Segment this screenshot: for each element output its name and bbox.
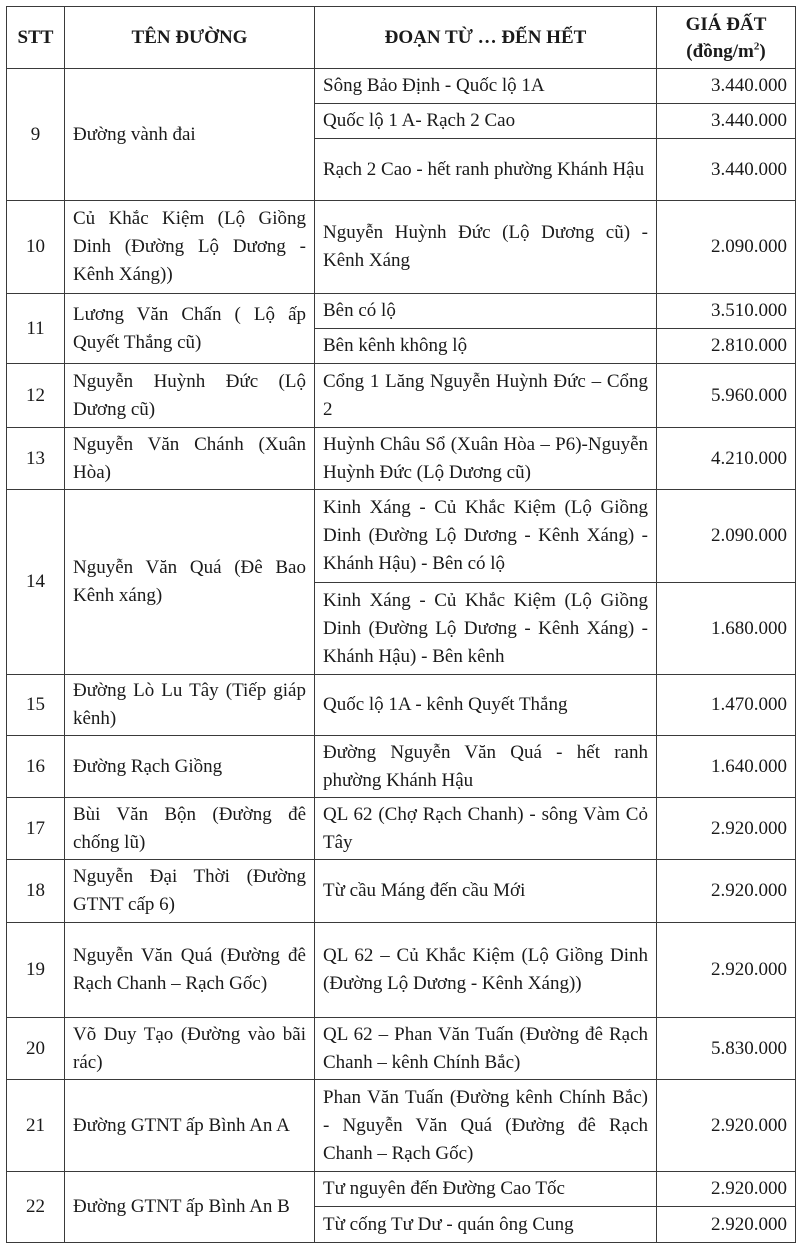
row-price: 2.090.000 bbox=[657, 201, 796, 294]
row-price: 5.960.000 bbox=[657, 364, 796, 428]
table-row bbox=[7, 490, 796, 583]
row-stt: 21 bbox=[7, 1080, 65, 1172]
row-stt: 12 bbox=[7, 364, 65, 428]
row-stt: 15 bbox=[7, 675, 65, 736]
table-row bbox=[7, 736, 796, 798]
row-segment: Kinh Xáng - Củ Khắc Kiệm (Lộ Giồng Dinh (Đường Lộ Dương - Kênh Xáng) - Khánh Hậu) - Bên kênh bbox=[315, 583, 657, 675]
table-row bbox=[7, 294, 796, 329]
table-body bbox=[7, 69, 796, 1243]
table-row bbox=[7, 860, 796, 923]
row-stt: 20 bbox=[7, 1018, 65, 1080]
row-stt: 19 bbox=[7, 923, 65, 1018]
table-header-row bbox=[7, 7, 796, 69]
row-stt: 9 bbox=[7, 69, 65, 201]
row-road-name: Bùi Văn Bộn (Đường đê chống lũ) bbox=[65, 798, 315, 860]
row-road-name: Đường Rạch Giồng bbox=[65, 736, 315, 798]
row-segment: Nguyễn Huỳnh Đức (Lộ Dương cũ) - Kênh Xáng bbox=[315, 201, 657, 294]
row-segment: Phan Văn Tuấn (Đường kênh Chính Bắc) - Nguyễn Văn Quá (Đường đê Rạch Chanh – Rạch Gốc) bbox=[315, 1080, 657, 1172]
row-price: 2.920.000 bbox=[657, 1080, 796, 1172]
row-segment: Kinh Xáng - Củ Khắc Kiệm (Lộ Giồng Dinh (Đường Lộ Dương - Kênh Xáng) - Khánh Hậu) - Bên có lộ bbox=[315, 490, 657, 583]
row-road-name: Đường vành đai bbox=[65, 69, 315, 201]
row-road-name: Nguyễn Văn Chánh (Xuân Hòa) bbox=[65, 428, 315, 490]
row-segment: Tư nguyên đến Đường Cao Tốc bbox=[315, 1172, 657, 1207]
row-price: 2.920.000 bbox=[657, 798, 796, 860]
row-price: 2.920.000 bbox=[657, 1172, 796, 1207]
row-road-name: Nguyễn Huỳnh Đức (Lộ Dương cũ) bbox=[65, 364, 315, 428]
row-road-name: Nguyễn Văn Quá (Đường đê Rạch Chanh – Rạch Gốc) bbox=[65, 923, 315, 1018]
row-price: 2.810.000 bbox=[657, 329, 796, 364]
row-road-name: Nguyễn Văn Quá (Đê Bao Kênh xáng) bbox=[65, 490, 315, 675]
row-road-name: Đường Lò Lu Tây (Tiếp giáp kênh) bbox=[65, 675, 315, 736]
row-price: 1.640.000 bbox=[657, 736, 796, 798]
row-road-name: Lương Văn Chấn ( Lộ ấp Quyết Thắng cũ) bbox=[65, 294, 315, 364]
land-price-table bbox=[6, 6, 796, 1243]
row-price: 4.210.000 bbox=[657, 428, 796, 490]
table-row bbox=[7, 1172, 796, 1207]
table-row bbox=[7, 69, 796, 104]
row-segment: QL 62 – Phan Văn Tuấn (Đường đê Rạch Chanh – kênh Chính Bắc) bbox=[315, 1018, 657, 1080]
row-price: 1.680.000 bbox=[657, 583, 796, 675]
table-row bbox=[7, 428, 796, 490]
row-price: 3.440.000 bbox=[657, 139, 796, 201]
row-stt: 18 bbox=[7, 860, 65, 923]
table-row bbox=[7, 1018, 796, 1080]
row-segment: Quốc lộ 1A - kênh Quyết Thắng bbox=[315, 675, 657, 736]
row-segment: Từ cống Tư Dư - quán ông Cung bbox=[315, 1207, 657, 1243]
row-price: 3.440.000 bbox=[657, 69, 796, 104]
header-segment: ĐOẠN TỪ … ĐẾN HẾT bbox=[315, 7, 657, 69]
table-row bbox=[7, 923, 796, 1018]
row-segment: Quốc lộ 1 A- Rạch 2 Cao bbox=[315, 104, 657, 139]
header-price-unit: $(đồng/m^2)$ bbox=[686, 40, 766, 62]
row-segment: Từ cầu Máng đến cầu Mới bbox=[315, 860, 657, 923]
row-segment: Đường Nguyễn Văn Quá - hết ranh phường Khánh Hậu bbox=[315, 736, 657, 798]
row-stt: 11 bbox=[7, 294, 65, 364]
row-stt: 10 bbox=[7, 201, 65, 294]
row-stt: 17 bbox=[7, 798, 65, 860]
row-road-name: Củ Khắc Kiệm (Lộ Giồng Dinh (Đường Lộ Dương - Kênh Xáng)) bbox=[65, 201, 315, 294]
row-segment: Bên có lộ bbox=[315, 294, 657, 329]
row-stt: 14 bbox=[7, 490, 65, 675]
row-road-name: Võ Duy Tạo (Đường vào bãi rác) bbox=[65, 1018, 315, 1080]
header-price-line1: GIÁ ĐẤT bbox=[685, 13, 767, 35]
header-stt: STT bbox=[7, 7, 65, 69]
row-price: 5.830.000 bbox=[657, 1018, 796, 1080]
table-row bbox=[7, 1080, 796, 1172]
row-stt: 13 bbox=[7, 428, 65, 490]
row-price: 3.440.000 bbox=[657, 104, 796, 139]
table-row bbox=[7, 364, 796, 428]
row-price: 2.090.000 bbox=[657, 490, 796, 583]
row-price: 2.920.000 bbox=[657, 923, 796, 1018]
row-stt: 22 bbox=[7, 1172, 65, 1243]
row-price: 1.470.000 bbox=[657, 675, 796, 736]
row-segment: Cổng 1 Lăng Nguyễn Huỳnh Đức – Cổng 2 bbox=[315, 364, 657, 428]
row-stt: 16 bbox=[7, 736, 65, 798]
row-segment: Sông Bảo Định - Quốc lộ 1A bbox=[315, 69, 657, 104]
row-price: 2.920.000 bbox=[657, 860, 796, 923]
row-segment: QL 62 – Củ Khắc Kiệm (Lộ Giồng Dinh (Đường Lộ Dương - Kênh Xáng)) bbox=[315, 923, 657, 1018]
row-segment: QL 62 (Chợ Rạch Chanh) - sông Vàm Cỏ Tây bbox=[315, 798, 657, 860]
row-road-name: Đường GTNT ấp Bình An B bbox=[65, 1172, 315, 1243]
row-segment: Rạch 2 Cao - hết ranh phường Khánh Hậu bbox=[315, 139, 657, 201]
header-road-name: TÊN ĐƯỜNG bbox=[65, 7, 315, 69]
table-row bbox=[7, 201, 796, 294]
row-segment: Huỳnh Châu Sổ (Xuân Hòa – P6)-Nguyễn Huỳnh Đức (Lộ Dương cũ) bbox=[315, 428, 657, 490]
row-price: 2.920.000 bbox=[657, 1207, 796, 1243]
row-road-name: Đường GTNT ấp Bình An A bbox=[65, 1080, 315, 1172]
table-row bbox=[7, 798, 796, 860]
table-row bbox=[7, 675, 796, 736]
row-segment: Bên kênh không lộ bbox=[315, 329, 657, 364]
header-price bbox=[657, 7, 796, 69]
row-road-name: Nguyễn Đại Thời (Đường GTNT cấp 6) bbox=[65, 860, 315, 923]
row-price: 3.510.000 bbox=[657, 294, 796, 329]
